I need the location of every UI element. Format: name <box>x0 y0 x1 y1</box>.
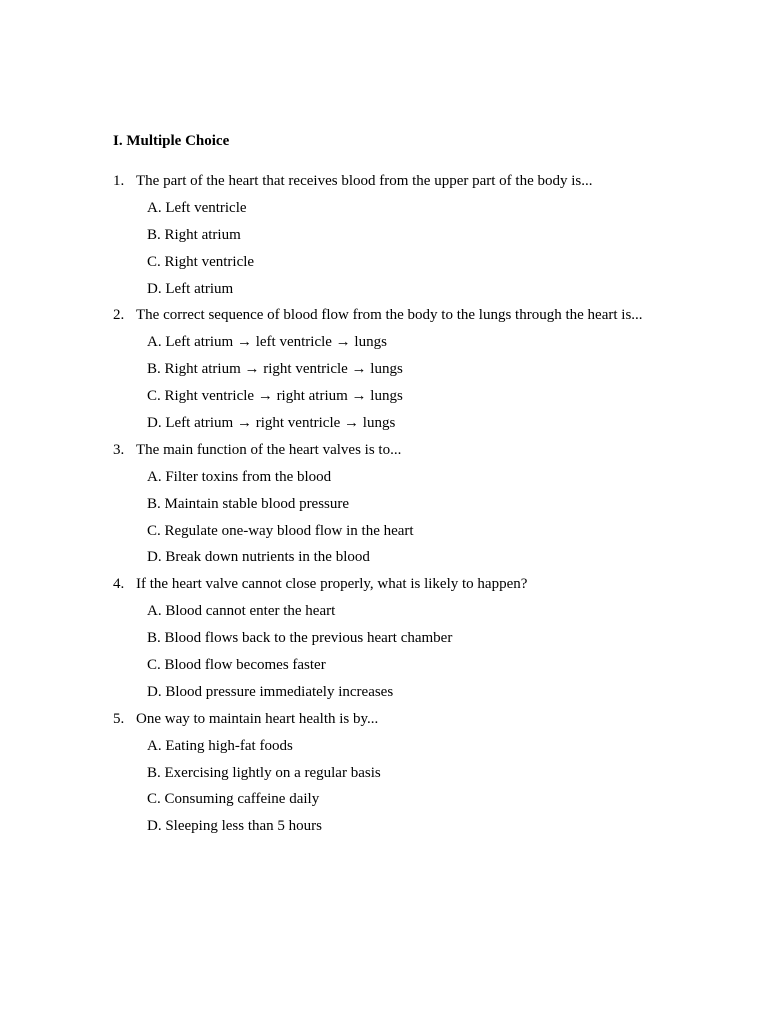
option-b: B. Maintain stable blood pressure <box>147 495 350 512</box>
question-line <box>113 440 733 460</box>
question-number: 5. <box>113 710 125 727</box>
question-list <box>113 171 733 836</box>
option-list <box>113 601 733 702</box>
option-list <box>113 736 733 837</box>
option-a: A. Blood cannot enter the heart <box>147 603 336 620</box>
question-item <box>113 440 733 568</box>
question-number: 4. <box>113 576 125 593</box>
option-a: A. Left atrium → left ventricle → lungs <box>147 334 387 351</box>
question-item <box>113 171 733 299</box>
question-text: One way to maintain heart health is by... <box>136 710 379 727</box>
option-d: D. Sleeping less than 5 hours <box>147 818 322 835</box>
section-title: I. Multiple Choice <box>113 133 230 149</box>
option-c: C. Blood flow becomes faster <box>147 657 326 674</box>
option-a: A. Eating high-fat foods <box>147 737 293 754</box>
question-item <box>113 574 733 702</box>
option-c: C. Right ventricle → right atrium → lungs <box>147 388 403 405</box>
question-text: The part of the heart that receives blood from the upper part of the body is... <box>136 173 593 189</box>
option-d: D. Left atrium <box>147 280 234 297</box>
option-b: B. Blood flows back to the previous heart chamber <box>147 630 453 647</box>
question-line <box>113 171 733 191</box>
option-list <box>113 467 733 568</box>
option-list <box>113 332 733 433</box>
question-text: If the heart valve cannot close properly, what is likely to happen? <box>136 576 528 593</box>
question-line <box>113 709 733 729</box>
question-number: 1. <box>113 173 125 189</box>
question-text: The main function of the heart valves is to... <box>136 441 402 458</box>
question-item <box>113 709 733 837</box>
option-d: D. Left atrium → right ventricle → lungs <box>147 415 396 432</box>
question-item <box>113 305 733 433</box>
option-d: D. Blood pressure immediately increases <box>147 683 394 700</box>
question-number: 2. <box>113 307 125 324</box>
option-b: B. Right atrium → right ventricle → lungs <box>147 361 403 378</box>
option-c: C. Right ventricle <box>147 253 255 270</box>
option-b: B. Right atrium <box>147 226 241 243</box>
option-c: C. Regulate one-way blood flow in the heart <box>147 522 414 539</box>
question-line <box>113 574 733 594</box>
option-list <box>113 198 733 299</box>
option-a: A. Filter toxins from the blood <box>147 468 332 485</box>
option-c: C. Consuming caffeine daily <box>147 791 320 808</box>
question-number: 3. <box>113 441 125 458</box>
question-line <box>113 305 733 325</box>
question-text: The correct sequence of blood flow from the body to the lungs through the heart is... <box>136 307 643 324</box>
option-d: D. Break down nutrients in the blood <box>147 549 370 566</box>
option-b: B. Exercising lightly on a regular basis <box>147 764 381 781</box>
option-a: A. Left ventricle <box>147 199 247 216</box>
